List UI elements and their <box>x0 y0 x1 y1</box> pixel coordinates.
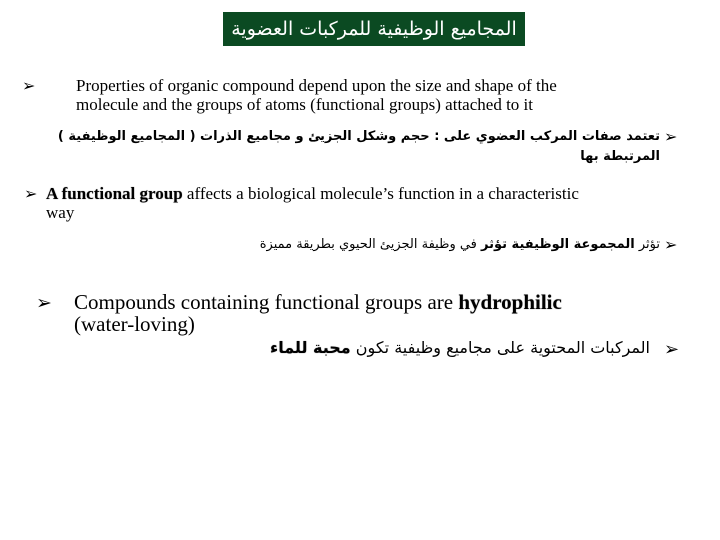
bullet-6-arabic <box>180 337 650 359</box>
functional-group-term: A functional group <box>46 184 183 203</box>
bullet-arrow-icon: ➢ <box>24 184 38 203</box>
bullet-arrow-icon: ➢ <box>36 292 52 314</box>
bullet-4-arabic-pre: تؤثر <box>634 237 660 252</box>
bullet-2-arabic-line-2: المرتبطة بها <box>580 149 660 164</box>
hydrophilic-arabic-term: محبة للماء <box>270 338 351 357</box>
bullet-arrow-icon: ➢ <box>664 235 678 254</box>
bullet-arrow-icon: ➢ <box>664 339 680 360</box>
bullet-3-text: affects a biological molecule’s function in a characteristic <box>182 184 579 203</box>
bullet-4-arabic <box>200 235 660 254</box>
bullet-3-line-1 <box>46 184 579 203</box>
bullet-arrow-icon: ➢ <box>664 127 678 146</box>
bullet-arrow-icon: ➢ <box>22 76 36 95</box>
bullet-5-text: Compounds containing functional groups are <box>74 290 459 314</box>
hydrophilic-term: hydrophilic <box>458 290 562 314</box>
bullet-5-line-1 <box>74 292 562 313</box>
bullet-1-line-2: molecule and the groups of atoms (functional groups) attached to it <box>76 95 533 114</box>
bullet-6-arabic-text: المركبات المحتوية على مجاميع وظيفية تكون <box>350 338 650 357</box>
bullet-1-line-1: Properties of organic compound depend upon the size and shape of the <box>76 76 557 95</box>
functional-group-arabic-term: المجموعة الوظيفية تؤثر <box>481 237 635 252</box>
slide-title: المجاميع الوظيفية للمركبات العضوية <box>223 12 525 46</box>
bullet-4-arabic-text: في وظيفة الجزيئ الحيوي بطريقة مميزة <box>259 237 482 252</box>
bullet-5-line-2: (water-loving) <box>74 312 195 336</box>
bullet-2-arabic-line-1: تعتمد صفات المركب العضوي على : حجم وشكل الجزيئ و مجاميع الذرات ( المجاميع الوظيفية ) <box>57 129 660 144</box>
bullet-3-line-2: way <box>46 203 75 222</box>
